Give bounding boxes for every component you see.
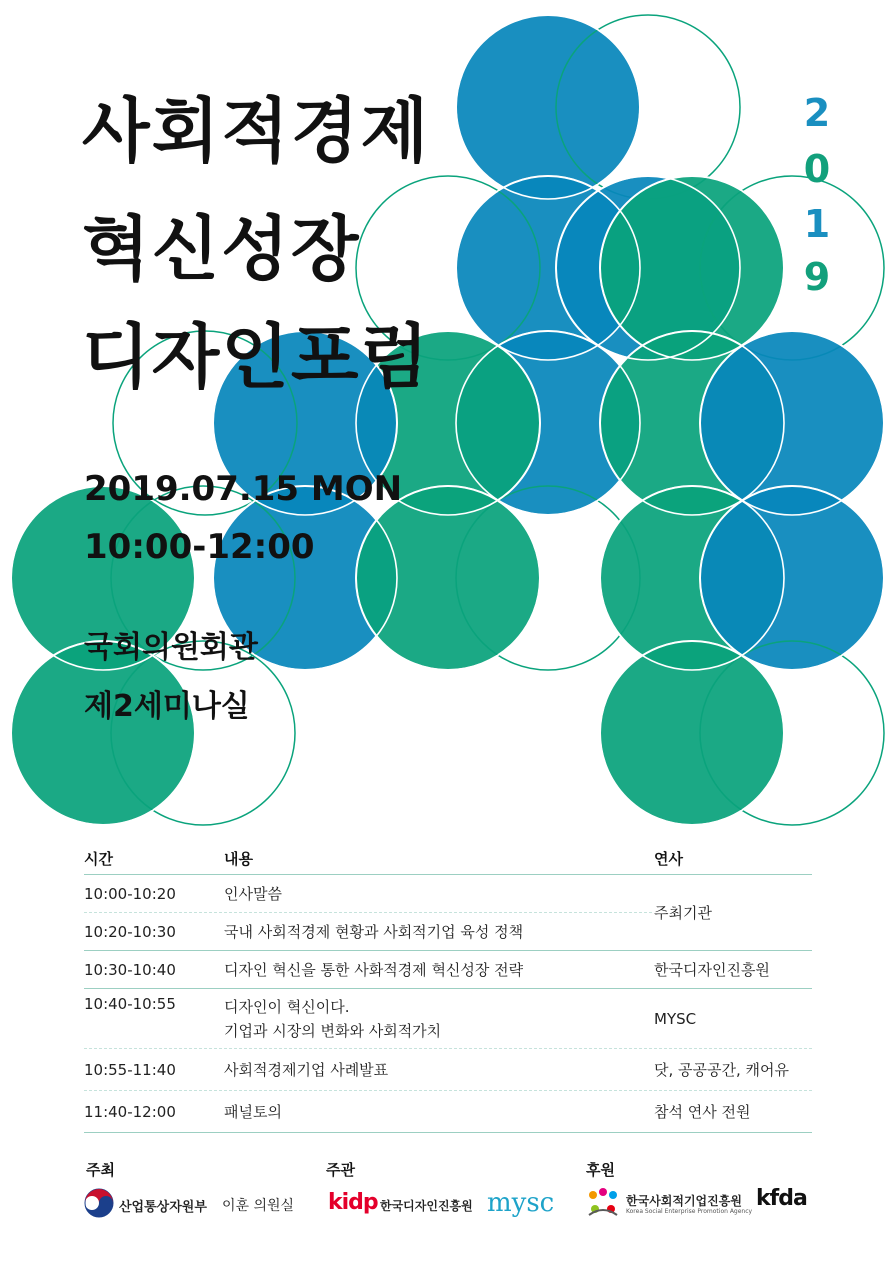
content-line: 패널토의 [224,1102,282,1121]
schedule-body [84,875,812,1133]
title-line-1: 사회적경제 [82,90,431,172]
cell-speaker: 닷, 공공공간, 캐어유 [654,1061,789,1079]
host-org-1: 산업통상자원부 [119,1200,207,1215]
table-row [84,1091,812,1133]
year-digit: 2 [803,91,831,135]
green-circle [600,641,784,825]
cell-content [224,920,654,944]
kidp-logo: kidp [328,1190,378,1215]
header-time: 시간 [84,849,113,868]
host-label: 주최 [86,1161,115,1179]
cell-content [224,1100,654,1124]
cell-time: 10:20-10:30 [84,922,176,941]
host-org-2: 이훈 의원실 [222,1198,295,1214]
schedule-table [84,842,812,1133]
green-circle [356,486,540,670]
header-content: 내용 [224,849,253,868]
cell-speaker: 한국디자인진흥원 [654,961,770,979]
event-time: 10:00-12:00 [84,527,315,567]
content-line: 기업과 시장의 변화와 사회적가치 [224,1022,442,1040]
table-row [84,1049,812,1091]
support-org: 한국사회적기업진흥원 [626,1194,742,1208]
cell-time: 10:40-10:55 [84,995,176,1013]
title-line-2: 혁신성장 [82,208,361,290]
blue-circle [700,486,884,670]
support-label: 후원 [586,1161,615,1179]
content-line: 국내 사회적경제 현황과 사회적기업 육성 정책 [224,922,524,941]
content-line: 디자인이 혁신이다. [224,998,350,1016]
cell-time: 11:40-12:00 [84,1102,176,1121]
header-speaker: 연사 [654,849,683,868]
cell-content [224,995,654,1043]
kfda-logo: kfda [756,1186,807,1211]
title-line-3: 디자인포럼 [82,316,431,398]
content-line: 디자인 혁신을 통한 사화적경제 혁신성장 전략 [224,960,524,979]
organizer-label: 주관 [326,1161,355,1179]
sepa-people-icon [585,1187,621,1221]
table-row [84,951,812,989]
event-date: 2019.07.15 MON [84,469,403,509]
mysc-logo: mysc [487,1188,555,1218]
merged-speaker-cell: 주최기관 [654,875,812,951]
cell-content [224,882,654,906]
content-line: 인사말씀 [224,884,282,903]
cell-time: 10:30-10:40 [84,960,176,979]
blue-circle [456,15,640,199]
cell-speaker: MYSC [654,1009,697,1028]
cell-content [224,1058,654,1082]
table-row [84,989,812,1049]
year-digit: 0 [803,147,831,191]
green-circle [11,641,195,825]
cell-speaker: 참석 연사 전원 [654,1103,751,1121]
cell-content [224,958,654,982]
year-digit: 1 [803,202,831,246]
cell-time: 10:55-11:40 [84,1060,176,1079]
venue-line-1: 국회의원회관 [84,630,258,665]
content-line: 사회적경제기업 사례발표 [224,1060,389,1079]
year-digit: 9 [803,255,831,299]
schedule-header [84,842,812,875]
taegeuk-emblem-icon [84,1188,114,1218]
cell-time: 10:00-10:20 [84,884,176,903]
organizer-org: 한국디자인진흥원 [380,1199,473,1213]
venue-line-2: 제2세미나실 [84,689,250,724]
support-org-en: Korea Social Enterprise Promotion Agency [626,1208,753,1215]
